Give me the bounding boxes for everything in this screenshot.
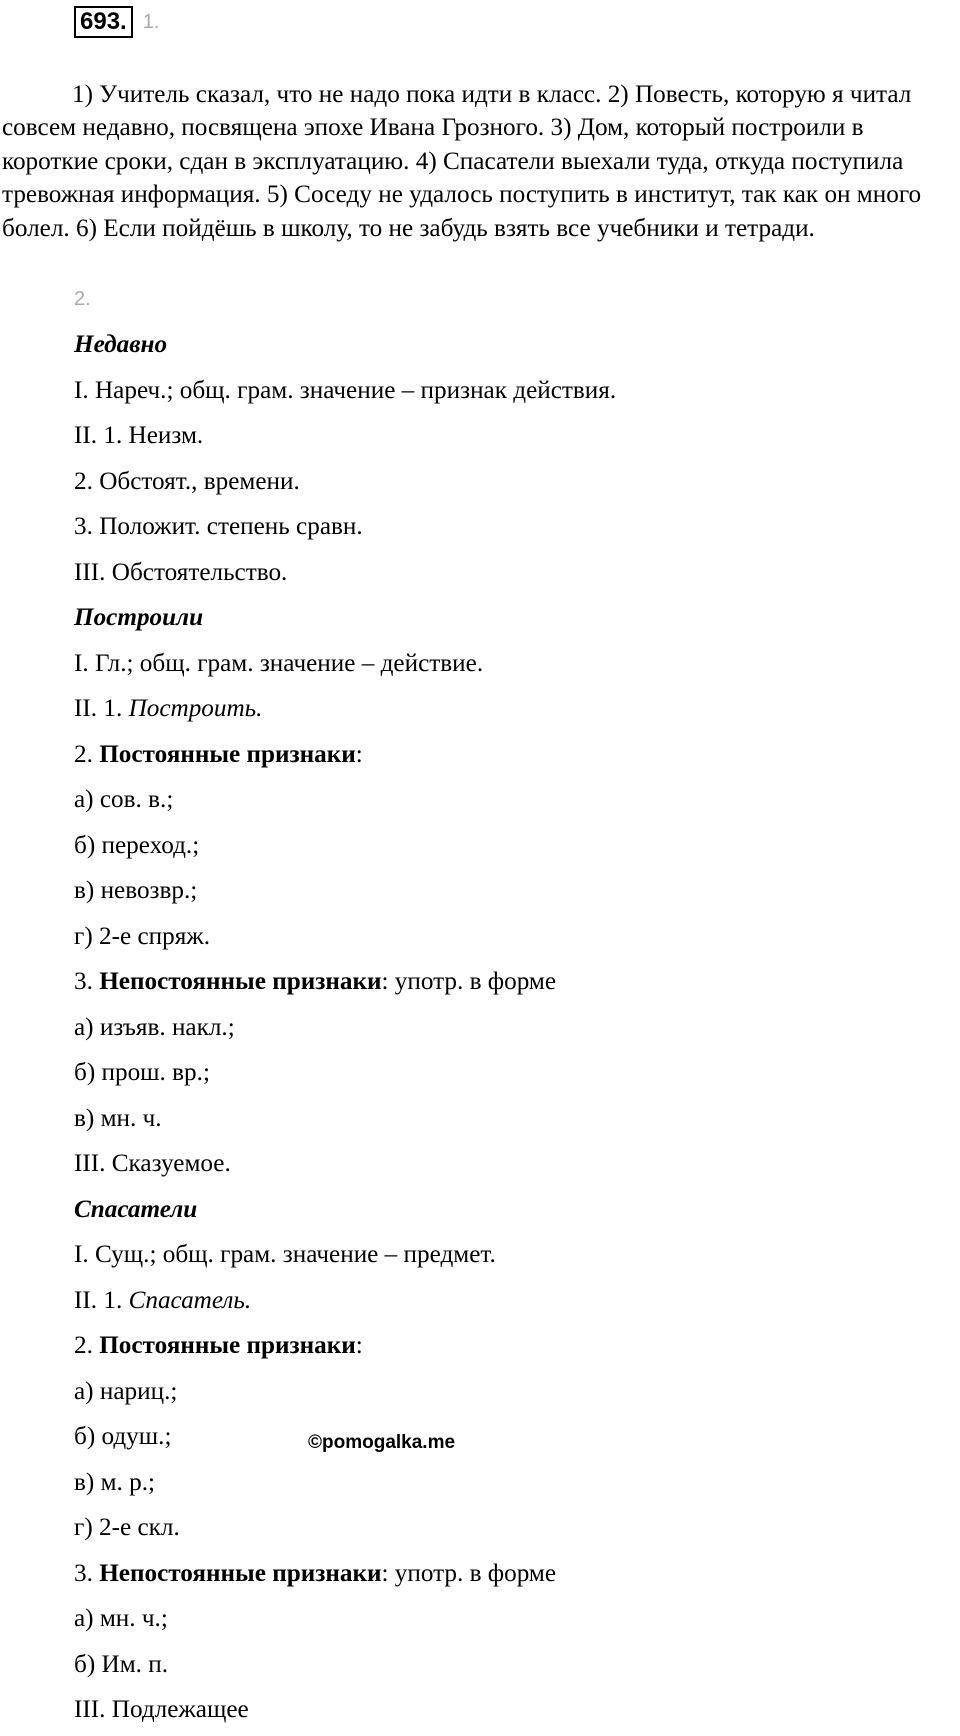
analysis-line (74, 962, 954, 1008)
constant-features-label: Постоянные признаки (99, 740, 356, 768)
analysis-line: г) 2-е скл. (74, 1514, 180, 1541)
analysis-line: в) м. р.; (74, 1468, 155, 1496)
analysis-line: I. Сущ.; общ. грам. значение – предмет. (74, 1241, 496, 1268)
analysis-line (74, 1554, 954, 1600)
line-suffix: : употр. в форме (381, 968, 557, 995)
analysis-line (74, 735, 954, 781)
analysis-line: 2. Обстоят., времени. (74, 467, 300, 495)
analysis-line (74, 689, 954, 735)
initial-form: Построить. (128, 695, 263, 722)
exercise-header (74, 6, 159, 38)
exercise-number: 693. (74, 6, 133, 38)
analysis-line: г) 2-е спряж. (74, 922, 211, 950)
variable-features-label: Непостоянные признаки (99, 1559, 382, 1587)
line-prefix: 2. (74, 1332, 100, 1359)
watermark: ©pomogalka.me (308, 1432, 456, 1453)
line-prefix: 3. (74, 968, 100, 995)
analysis-line: б) одуш.; (74, 1423, 172, 1450)
analysis-line: II. 1. Неизм. (74, 422, 204, 449)
analysis-line: III. Подлежащее (74, 1696, 249, 1723)
line-suffix: : (355, 740, 363, 768)
analysis-line: а) нариц.; (74, 1377, 178, 1405)
part1-label: 1. (142, 10, 160, 33)
word-heading-postroili: Построили (74, 604, 204, 631)
line-prefix: 2. (74, 740, 100, 768)
line-prefix: 3. (74, 1559, 100, 1587)
analysis-line: в) мн. ч. (74, 1104, 162, 1132)
analysis-line: б) прош. вр.; (74, 1059, 210, 1086)
analysis-line: а) изъяв. накл.; (74, 1013, 235, 1041)
part1-paragraph: 1) Учитель сказал, что не надо пока идти в класс. 2) Повесть, которую я читал совсем недавно, посвящена эпохе Ивана Грозного. 3) Дом, который построили в короткие сроки, сдан в эксплуатацию. 4) Спасатели выехали туда, откуда поступила тревожная информация. 5) Соседу не удалось поступить в институт, так как он много болел. 6) Если пойдёшь в школу, то не забудь взять все учебники и тетради. (2, 81, 922, 242)
morphological-analysis (74, 325, 954, 1736)
analysis-line: I. Гл.; общ. грам. значение – действие. (74, 649, 484, 677)
line-prefix: II. 1. (74, 695, 129, 722)
analysis-line: 3. Положит. степень сравн. (74, 513, 363, 540)
constant-features-label: Постоянные признаки (99, 1332, 356, 1359)
part2-label: 2. (74, 288, 91, 310)
analysis-line: в) невозвр.; (74, 877, 198, 904)
word-heading-spasateli: Спасатели (74, 1195, 198, 1223)
analysis-line (74, 1281, 954, 1327)
analysis-line: I. Нареч.; общ. грам. значение – признак действия. (74, 376, 617, 404)
line-prefix: II. 1. (74, 1286, 129, 1314)
analysis-line: а) сов. в.; (74, 786, 174, 813)
word-heading-nedavno: Недавно (74, 331, 168, 358)
analysis-line: б) Им. п. (74, 1650, 168, 1678)
analysis-line: а) мн. ч.; (74, 1605, 168, 1632)
analysis-line (74, 1326, 954, 1372)
initial-form: Спасатель. (128, 1286, 252, 1314)
variable-features-label: Непостоянные признаки (99, 968, 382, 995)
analysis-line: III. Обстоятельство. (74, 558, 288, 586)
analysis-line: б) переход.; (74, 831, 200, 859)
analysis-line: III. Сказуемое. (74, 1150, 231, 1177)
line-suffix: : употр. в форме (381, 1559, 557, 1587)
line-suffix: : (355, 1332, 363, 1359)
